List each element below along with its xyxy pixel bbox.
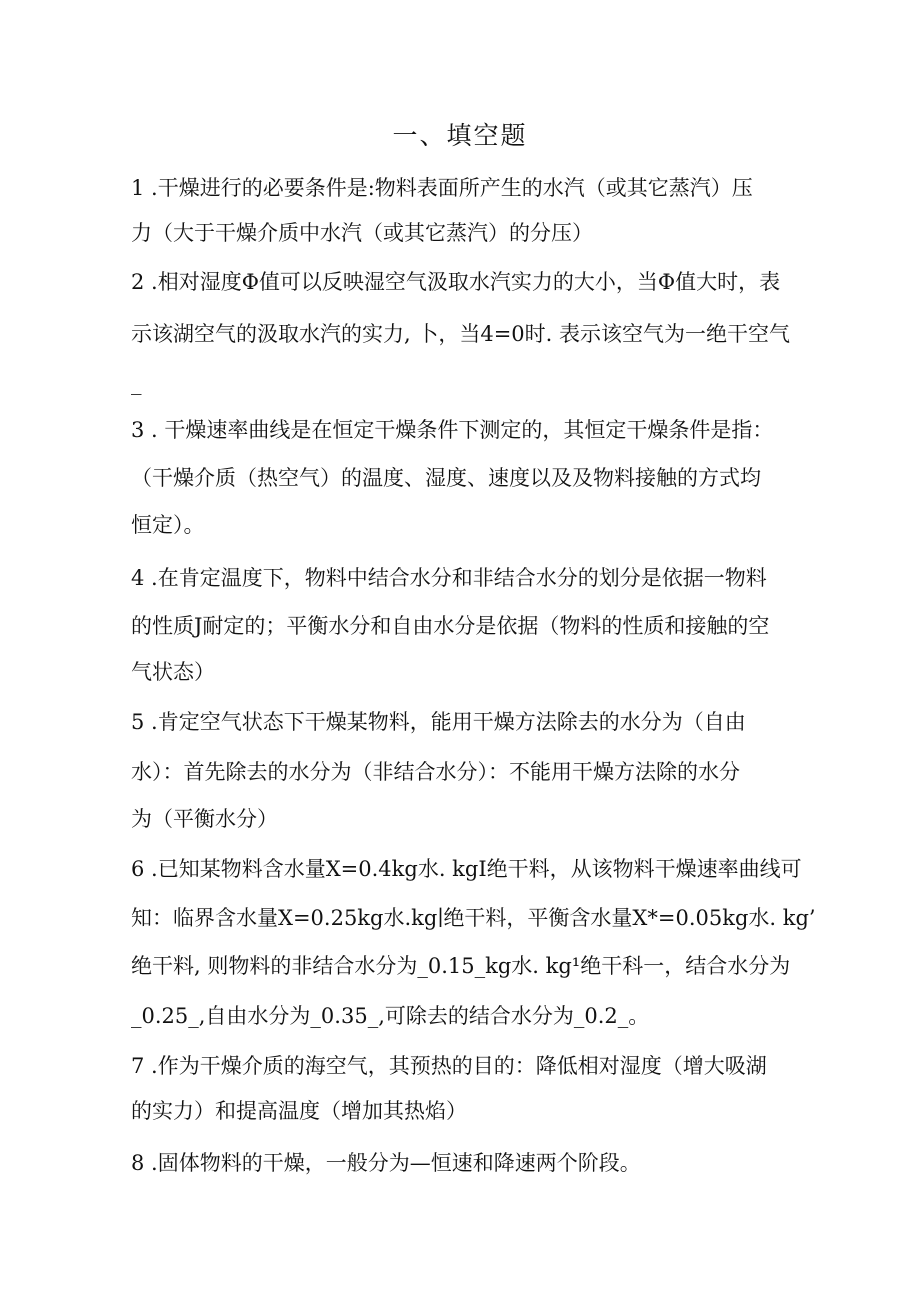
text-line: _0.25_,自由水分为_0.35_,可除去的结合水分为_0.2_。: [131, 1004, 650, 1028]
text-line: 气状态）: [131, 660, 215, 684]
text-line: 7 .作为干燥介质的海空气，其预热的目的：降低相对湿度（增大吸湖: [131, 1054, 767, 1078]
text-line: 1 .干燥进行的必要条件是:物料表面所产生的水汽（或其它蒸汽）压: [131, 176, 753, 200]
text-line: 恒定）。: [131, 513, 205, 537]
text-line: 4 .在肯定温度下，物料中结合水分和非结合水分的划分是依据一物料: [131, 566, 767, 590]
page-title: 一、填空题: [392, 121, 528, 150]
text-line: 的性质J耐定的；平衡水分和自由水分是依据（物料的性质和接触的空: [131, 614, 770, 638]
text-line: 8 .固体物料的干燥，一般分为—恒速和降速两个阶段。: [131, 1151, 641, 1175]
text-line: （干燥介质（热空气）的温度、湿度、速度以及及物料接触的方式均: [131, 466, 761, 490]
text-line: 知：临界含水量X=0.25kg水.kg∣绝干料，平衡含水量X*=0.05kg水. kg’: [131, 906, 816, 930]
text-line: 为（平衡水分）: [131, 807, 278, 831]
text-line: _: [131, 371, 142, 395]
text-line: 2 .相对湿度Φ值可以反映湿空气汲取水汽实力的大小，当Φ值大时，表: [131, 270, 781, 294]
text-line: 3 . 干燥速率曲线是在恒定干燥条件下测定的，其恒定干燥条件是指：: [131, 418, 774, 442]
text-line: 6 .已知某物料含水量X=0.4kg水. kgI绝干料，从该物料干燥速率曲线可: [131, 857, 802, 881]
text-line: 绝干料, 则物料的非结合水分为_0.15_kg水. kg¹绝干科一，结合水分为: [131, 954, 791, 978]
text-line: 示该湖空气的汲取水汽的实力, 卜，当4=0时. 表示该空气为一绝干空气: [131, 322, 791, 346]
text-line: 力（大于干燥介质中水汽（或其它蒸汽）的分压）: [131, 221, 593, 245]
text-line: 的实力）和提高温度（增加其热焰）: [131, 1099, 467, 1123]
text-line: 水）：首先除去的水分为（非结合水分）：不能用干燥方法除的水分: [131, 760, 740, 784]
text-line: 5 .肯定空气状态下干燥某物料，能用干燥方法除去的水分为（自由: [131, 710, 746, 734]
